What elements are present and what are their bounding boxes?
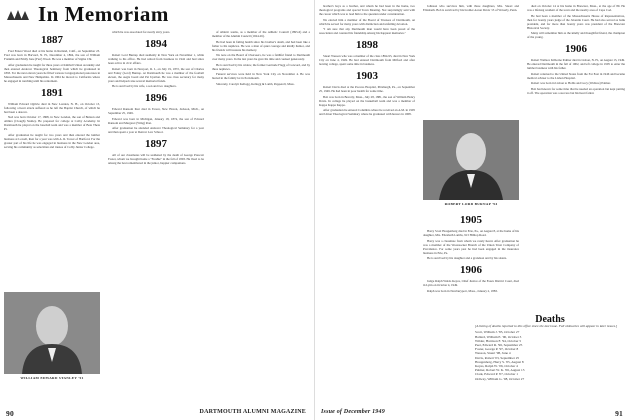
left-footer <box>6 409 306 418</box>
right-column-2-top <box>423 4 519 116</box>
death-entry: Wilder, Harrison F. '94, October 5 <box>475 338 522 343</box>
right-column-1 <box>319 4 415 399</box>
deaths-box <box>475 314 625 381</box>
obituary-paragraph: which he was associated for nearly sixty years. <box>112 30 171 34</box>
masthead <box>4 2 169 27</box>
obituary-paragraph: Robert returned to the United States from the Far East in 1946 and became medical adviser to the Lisbon Hospital. <box>527 71 625 80</box>
obituary-paragraph: He had been a member of the Massachusetts House of Representatives, then for twenty years judge of the Juvenile Court. He had also served as bank president, and for more than twenty years was president of the Brewster Historical Society. <box>527 13 625 30</box>
obituary-paragraph: After graduation he attended Andover Theological Seminary for a year and then spent a year at Denver Law School. <box>108 126 204 134</box>
left-column-3 <box>212 30 310 405</box>
obituary-paragraph: After graduation he entered Columbia where he received an A.M. in 1905 and Union Theological Seminary where he graduated with honors in 1908. <box>319 108 415 116</box>
obituary-paragraph: Johnson who survives him, with three daughters, Mrs. Stuart and Elizabeth. Bob is survived by his brother Aaron Davis '13 of Waverly, Penn. <box>423 4 519 12</box>
obituary-paragraph: All of our classmates will be saddened by the death of George Prescott Foster, whom we brought home a "Freshie" in the fall of 1893. He lived to be among the best remembered in the junior, happier companions. <box>108 153 204 165</box>
obituary-paragraph: "I am sure that any Dartmouth man would have been proud of the association and counted his friendship among his happiest memories." <box>319 27 415 35</box>
obituary-paragraph: We note on the Board of Overseers, he was a faithful friend to Dartmouth over many years. In the last years he gave his time and counsel generously. <box>212 53 310 61</box>
left-column-2 <box>108 30 204 405</box>
deaths-intro: [A listing of deaths reported to this office since the last issue. Full obituaries will appear in later issues.] <box>475 324 618 329</box>
death-entry: Hougenberg, Harry S. '05, August 8 <box>475 359 524 364</box>
obituary-paragraph: Sincerely, Carolyn Kellogg, Kellogg & Lamb, Pepperell, Mass. <box>216 81 295 86</box>
death-entry: Ordway, William G. '08, October 27 <box>475 376 525 381</box>
obituary-paragraph: Robert Lord Burnap died suddenly in New York on November 1, while walking to his office. He had retired from business in 1942 and had since been active in civic affairs. <box>108 53 204 65</box>
class-year-heading: 1897 <box>145 138 167 150</box>
obituary-paragraph: Fred Ernest Wood died at his home in Rutland, Calif., on September 23. Fred was born in Harvard, N. H., December 4, 1864, the son of William Franklin and Emily Jane (Farr) Wood. He was a member of Sigma Chi. <box>4 49 100 61</box>
left-page-number: 90 <box>6 409 14 418</box>
right-column-2 <box>423 210 519 315</box>
obituary-paragraph: He is survived by his wife, a son and two daughters. <box>112 84 177 88</box>
obituary-paragraph: Judge Ralph Waldo Keyes, Chief Justice of the Essex District Court, died in Lynn on October 4, 1949. <box>423 279 519 287</box>
class-year-heading: 1906 <box>565 43 587 55</box>
class-year-heading: 1903 <box>356 70 378 82</box>
death-entry: Keyes, Ralph W. '06, October 4 <box>475 364 518 369</box>
death-entry: Clark, Edward P. '07, October 1 <box>475 372 518 377</box>
obituary-paragraph: Edward was born in Michigan, January 18, 1874, the son of Edward Ransom and Margaret (Wing) Peet. <box>108 116 204 125</box>
magazine-name: DARTMOUTH ALUMNI MAGAZINE <box>199 409 306 415</box>
obituary-paragraph: Ralph was born in Newburyport, Mass., January 2, 1883. <box>427 288 498 293</box>
class-year-heading: 1906 <box>460 264 482 276</box>
obituary-paragraph: Harry was a classmate from whom we rarely heard. After graduation he was a member of the Woonsocket Branch of the Union Trust Company of Providence. For some years past he had been engaged in the insurance business in Erie, Pa. <box>423 238 519 255</box>
obituary-paragraph: died on October 14 at his home in Brewster, Mass., at the age of 89. He was a lifelong resident of the town and the nearby area of Cape Cod. <box>527 4 625 12</box>
death-entry: Peet, Edward R. '96, September 25 <box>475 343 523 348</box>
obituary-paragraph: He is survived by his widow, the former Gertrude Flagg of Concord, and by three nephews. <box>212 62 310 71</box>
obituary-paragraph: Bob was born in Beverly, Mass., July 28, 1881, the son of William Henry Davis. In college he played on the basketball team and was a member of Kappa Kappa Kappa. <box>319 94 415 107</box>
obituary-paragraph: Many will remember him as the kindly and thoughtful friend, the champion of the young. <box>527 31 625 39</box>
burnap-caption: ROBERT LORD BURNAP '94 <box>444 202 498 206</box>
class-year-heading: 1891 <box>41 86 63 99</box>
obituary-paragraph: of athletic teams, as a member of the Athletic Council (1895-6) and a member of the Alumni Council (1924-26). <box>212 30 310 38</box>
class-year-heading: 1896 <box>145 92 167 104</box>
death-entry: Ballard, William E. '90, October 3 <box>475 334 522 339</box>
right-footer <box>321 409 623 418</box>
obituary-paragraph: He had been in failing health since his brother's death, and had been like a father to his nephews. He was a man of quiet courage and kindly humor, and his friends will treasure his memory. <box>212 39 310 52</box>
obituary-paragraph: Robert Wallace Kilborne Palmer died in Lisbon, N. H., on August 13, 1949. He entered Dartmouth in the fall of 1902, and left college in 1905 to enter the lumber business with his father. <box>527 58 625 70</box>
obituary-paragraph: Robert was born in Newport, R. I., on July 19, 1872, the son of Charles and Fanny (Lord) Burnap. At Dartmouth he was a member of the football eleven, the Aegis board and Psi Upsilon. He was class secretary for many years and helped raise several memorial funds. <box>108 66 204 83</box>
portrait-caption: WILLIAM EDWARD STANLEY '91 <box>20 376 84 380</box>
page-title: In Memoriam <box>38 2 169 26</box>
right-page <box>314 0 628 420</box>
right-page-number: 91 <box>615 409 623 418</box>
class-year-heading: 1898 <box>356 39 378 51</box>
obituary-paragraph: William Edward Ogilvie died in New London, N. H., on October 13, following a heart attack suffered as he left the Baptist Church, of which he had been a deacon. <box>4 101 100 114</box>
obituary-paragraph: We elected him a member of the Board of Trustees of Dartmouth, on which he served for many years with distinction and unfailing devotion. <box>319 17 415 26</box>
burnap-portrait-photo <box>423 120 519 200</box>
death-entry: Wesson, Stuart '98, June 4 <box>475 351 511 356</box>
class-year-heading: 1905 <box>460 214 482 226</box>
class-year-heading: 1894 <box>145 38 167 50</box>
pine-tree-ornament-icon <box>4 8 32 22</box>
obituary-paragraph: Edward Ransom Peet died in Foxon, New Haven, Jackson, Mich., on September 25, 1949. <box>108 107 204 115</box>
obituary-paragraph: brother's boys as a brother, and whom he had been in the home, two theological programs and special Town Meeting. Not surprisingly said with the career which was to lead him to the question under consideration. <box>319 4 415 16</box>
obituary-paragraph: Harry Scott Hougenberg died in Erie, Pa., on August 8, at the home of his daughter, Mrs. Elizabeth Lambs, 913 Hilltop Road. <box>423 229 519 237</box>
obituary-paragraph: After graduation he taught for two years and then entered the lumber business at Lowell, then for a year was with A. R. Tower of Hartford. For the greater part of his life he was engaged in business in the New London area, serving his community as selectman and trustee of Colby Junior College. <box>4 132 100 149</box>
death-entry: Foster, George P. '97, October 8 <box>475 347 519 352</box>
right-column-3 <box>527 4 625 314</box>
deaths-heading: Deaths <box>535 314 565 325</box>
obituary-paragraph: He is survived by his daughter and a grandson and by his sisters. <box>427 256 507 260</box>
death-entry: Davis, Robert '03, September 25 <box>475 355 520 360</box>
deaths-list <box>475 330 625 380</box>
obituary-paragraph: Funeral services were held in New York City on November 4. He was buried in the family lot in Portsmouth. <box>212 72 310 80</box>
obituary-paragraph: Robert was born in Lisbon to Hollis and Lucy (Wallace) Palmer. <box>531 81 611 85</box>
obituary-paragraph: After graduation he taught for three years at Kimball Union Academy and then entered Andover Theological Seminary from which he graduated in 1893. For the next eleven years he filled various Congregational pastorates in Massachusetts and New Hampshire. In 1904 he moved to California where he engaged in ranching until his retirement. <box>4 62 100 83</box>
obituary-paragraph: Ned was born October 17, 1868, in New London, the son of Benton and Almira (Clough) Stanley. He prepared for college at Colby Academy. In Dartmouth he played on the baseball team and was a member of Beta Theta Pi. <box>4 115 100 131</box>
death-entry: Scott, William J. '85, October 27 <box>475 330 520 335</box>
portrait-photo <box>4 292 100 374</box>
obituary-paragraph: Robert Davis died at the Pocono Hospital, Pittsburgh, Pa., on September 25, 1949. He had been in poor health for some time. <box>319 85 415 93</box>
obituary-paragraph: Stuart Wesson who was a member of the class 1894-95, died in New York City on June 4, 1949. He had entered Dartmouth from Milford and after leaving college, spent some time in business. <box>319 54 415 66</box>
death-entry: Palmer, Robert W. K. '06, August 13 <box>475 368 525 373</box>
issue-label: Issue of December 1949 <box>321 409 385 415</box>
obituary-paragraph: Bob had known for some time that he needed an operation but kept putting it off. The operation was a success but his heart failed. <box>527 86 625 95</box>
class-year-heading: 1887 <box>41 34 63 46</box>
